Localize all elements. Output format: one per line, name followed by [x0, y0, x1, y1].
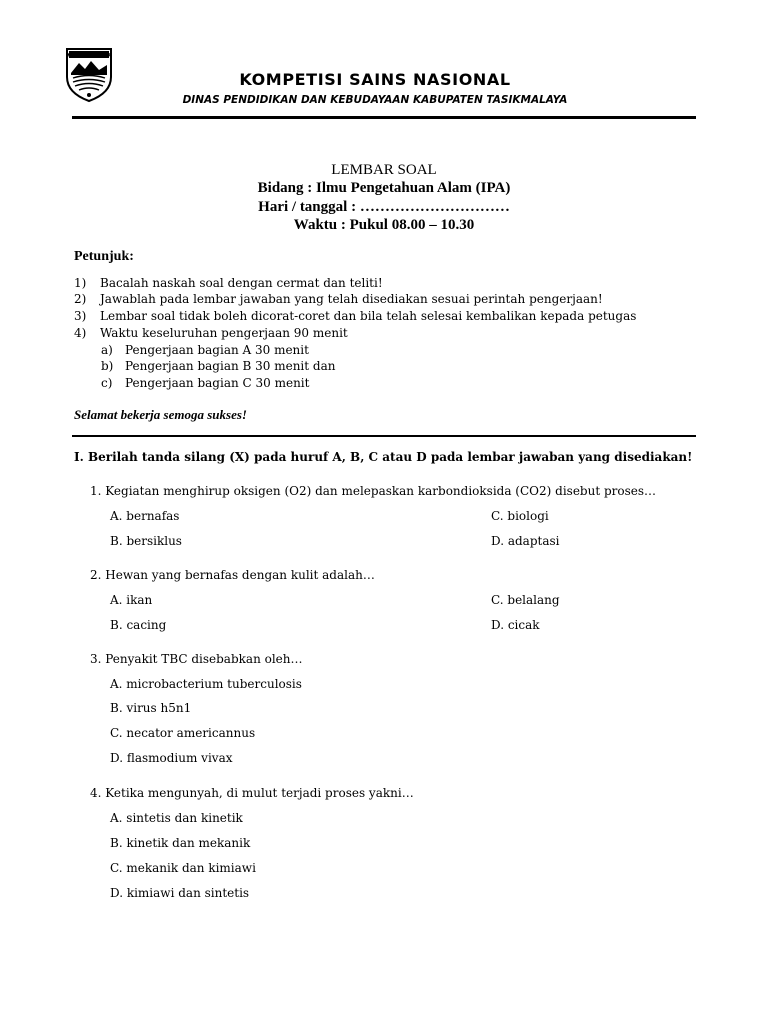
question-text: 2. Hewan yang bernafas dengan kulit adalah… [90, 568, 375, 582]
time-field: Waktu : Pukul 08.00 – 10.30 [293, 217, 475, 233]
answer-option: A. ikan [110, 593, 153, 607]
question-text: 1. Kegiatan menghirup oksigen (O2) dan melepaskan karbondioksida (CO2) disebut proses… [90, 484, 657, 498]
answer-option: A. sintetis dan kinetik [110, 811, 243, 825]
regency-emblem-icon [63, 43, 115, 103]
sheet-title: LEMBAR SOAL [331, 162, 437, 178]
answer-option: D. kimiawi dan sintetis [110, 886, 250, 900]
instructions-heading: Petunjuk: [74, 249, 134, 264]
answer-option: C. mekanik dan kimiawi [110, 861, 256, 875]
question-text: 3. Penyakit TBC disebabkan oleh… [90, 652, 303, 666]
answer-option: A. bernafas [110, 509, 180, 523]
agency-subtitle: DINAS PENDIDIKAN DAN KEBUDAYAAN KABUPATEN TASIKMALAYA [182, 94, 568, 106]
subject-field: Bidang : Ilmu Pengetahuan Alam (IPA) [257, 180, 511, 196]
answer-option: A. microbacterium tuberculosis [110, 677, 302, 691]
answer-option: C. necator americannus [110, 726, 256, 740]
answer-option: D. flasmodium vivax [110, 751, 233, 765]
logo-text: KAB. TASIKMALAYA [67, 52, 111, 58]
question-text: 4. Ketika mengunyah, di mulut terjadi proses yakni… [90, 786, 414, 800]
answer-option: B. bersiklus [110, 534, 182, 548]
closing-message: Selamat bekerja semoga sukses! [74, 407, 247, 422]
section-divider [72, 435, 696, 437]
answer-option: C. biologi [491, 509, 549, 523]
answer-option: B. virus h5n1 [110, 701, 192, 715]
section-heading: I. Berilah tanda silang (X) pada huruf A, B, C atau D pada lembar jawaban yang disediakan! [74, 450, 693, 464]
answer-option: B. cacing [110, 618, 167, 632]
answer-option: D. cicak [491, 618, 540, 632]
answer-option: D. adaptasi [491, 534, 560, 548]
header-divider [72, 116, 696, 119]
answer-option: B. kinetik dan mekanik [110, 836, 251, 850]
answer-option: C. belalang [491, 593, 560, 607]
regency-logo [63, 43, 115, 103]
date-field: Hari / tanggal : ………………………… [258, 199, 510, 215]
competition-title: KOMPETISI SAINS NASIONAL [239, 70, 511, 89]
